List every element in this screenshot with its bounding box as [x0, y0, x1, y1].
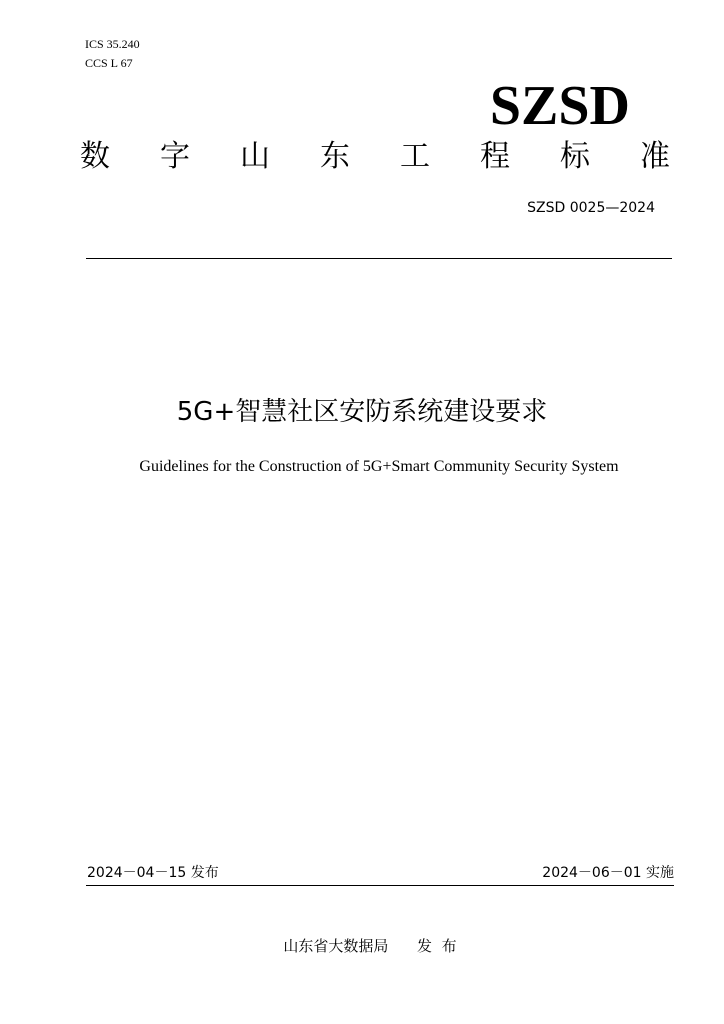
document-number: SZSD 0025—2024 [527, 200, 655, 216]
standard-type-char: 东 [320, 139, 350, 174]
top-divider [86, 258, 672, 259]
standard-type-heading [80, 138, 670, 176]
standard-logo-text: SZSD [489, 75, 630, 137]
standard-type-char: 字 [160, 139, 190, 174]
document-title-english: Guidelines for the Construction of 5G+Smart Community Security System [139, 458, 619, 475]
effective-date: 2024－06－01 实施 [542, 865, 674, 881]
publisher-line: 山东省大数据局 发 布 [283, 937, 457, 955]
issue-date: 2024－04－15 发布 [87, 865, 219, 881]
standard-type-char: 准 [640, 139, 670, 174]
document-title-chinese: 5G+智慧社区安防系统建设要求 [176, 397, 548, 427]
standard-type-char: 山 [240, 139, 270, 174]
standard-type-char: 工 [400, 139, 430, 174]
standard-type-char: 数 [80, 139, 110, 174]
standard-type-char: 程 [480, 139, 510, 174]
standard-type-char: 标 [560, 139, 590, 174]
bottom-divider [86, 885, 674, 886]
ccs-code: CCS L 67 [85, 56, 133, 70]
ics-code: ICS 35.240 [85, 37, 140, 51]
